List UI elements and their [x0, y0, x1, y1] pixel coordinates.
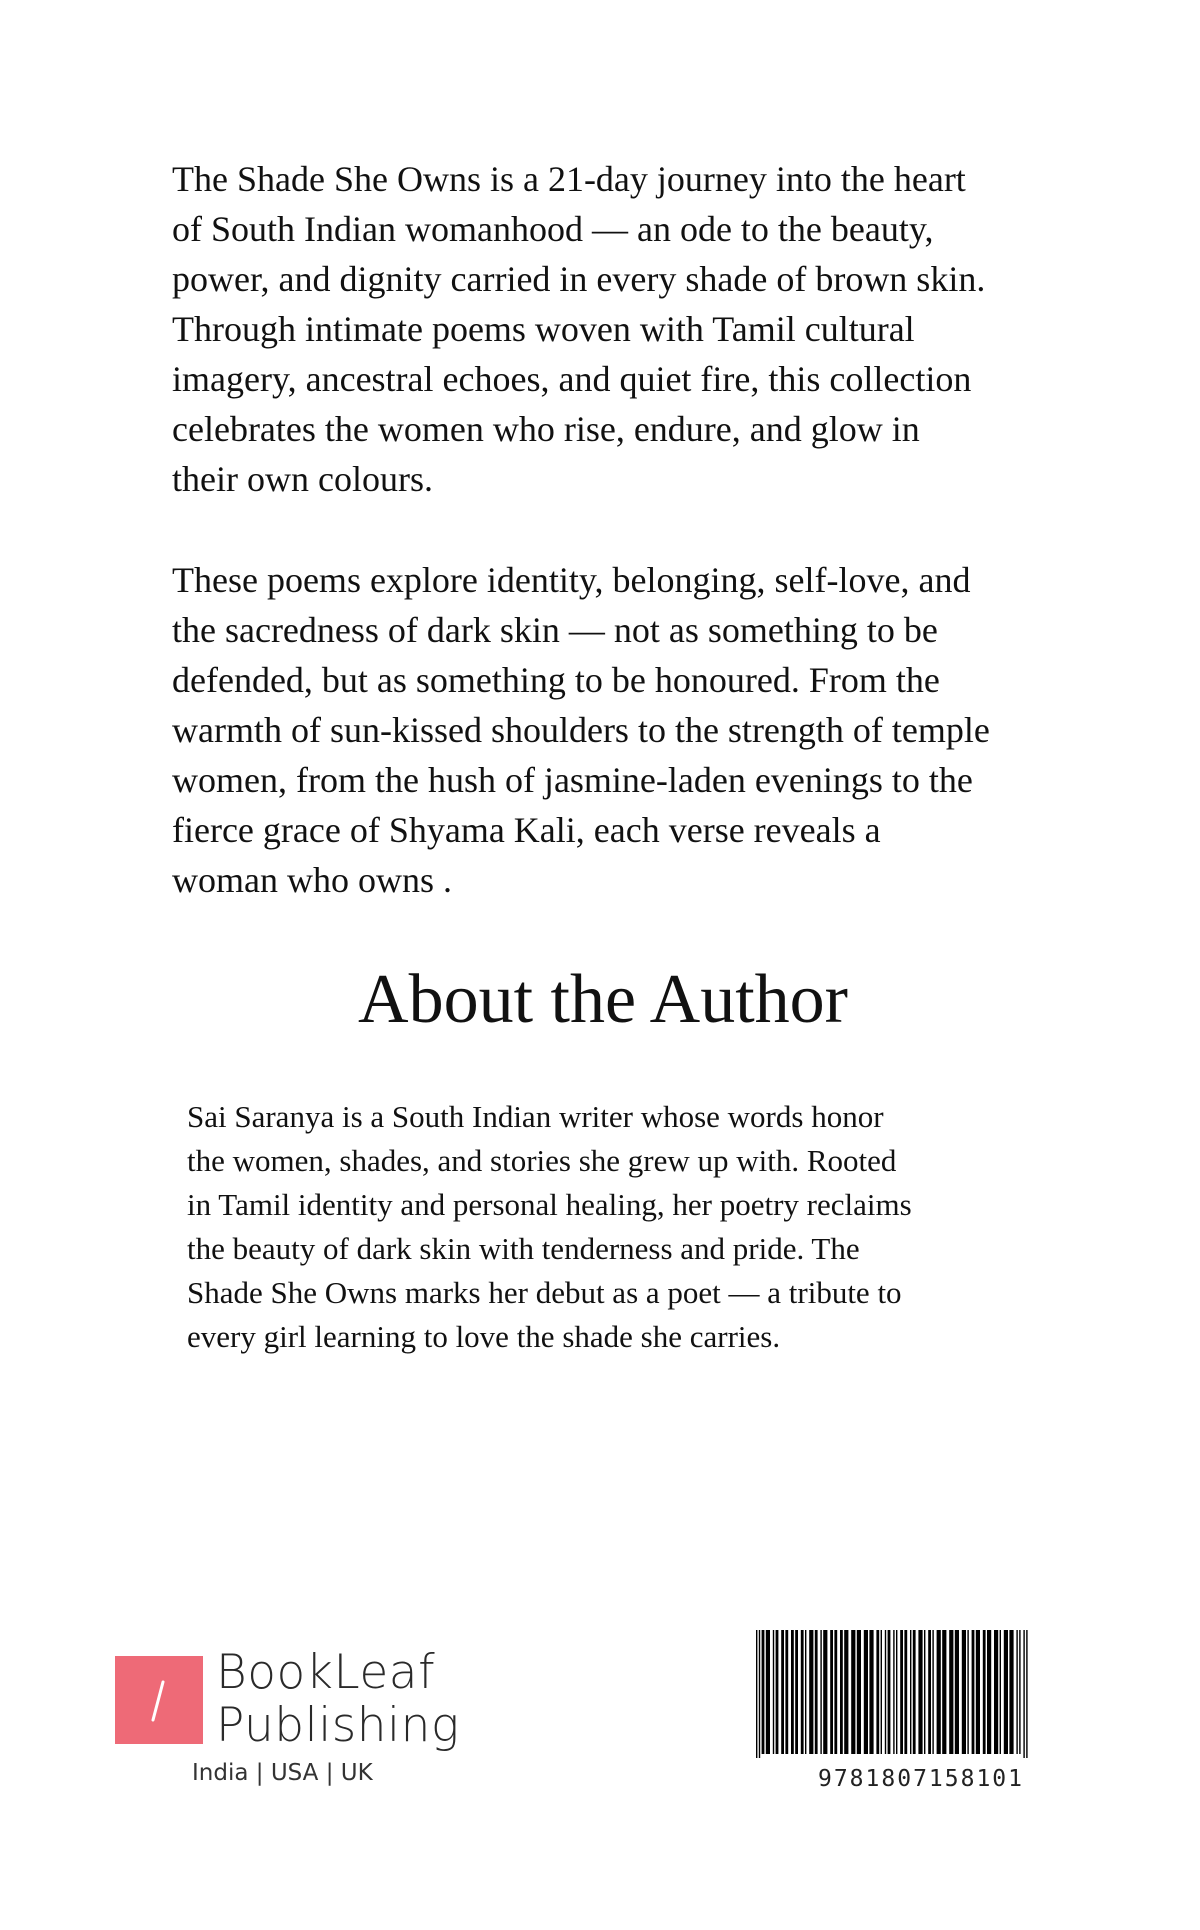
- barcode-bar: [1019, 1630, 1020, 1754]
- blurb-line: imagery, ancestral echoes, and quiet fire, this collection: [172, 359, 972, 399]
- barcode-bar: [805, 1630, 806, 1754]
- barcode-bar: [942, 1630, 946, 1754]
- barcode-bar: [1009, 1630, 1013, 1754]
- barcode-bar: [876, 1630, 879, 1754]
- barcode-bar: [976, 1630, 980, 1754]
- barcode-bar: [823, 1630, 827, 1754]
- barcode-bar: [857, 1630, 861, 1754]
- barcode-bar: [830, 1630, 833, 1754]
- blurb-paragraph-2: [172, 555, 1052, 905]
- barcode-bar: [759, 1630, 760, 1758]
- barcode-bar: [820, 1630, 821, 1754]
- bio-line: every girl learning to love the shade she carries.: [187, 1319, 781, 1354]
- barcode-bar: [983, 1630, 986, 1754]
- barcode-bar: [962, 1630, 966, 1754]
- barcode-bar: [937, 1630, 941, 1754]
- blurb-line: power, and dignity carried in every shade of brown skin.: [172, 259, 986, 299]
- barcode-bar: [844, 1630, 848, 1754]
- about-author-heading: About the Author: [358, 961, 848, 1038]
- barcode-bar: [972, 1630, 975, 1754]
- blurb-line: celebrates the women who rise, endure, and glow in: [172, 409, 920, 449]
- barcode-bar: [913, 1630, 916, 1754]
- barcode-bar: [904, 1630, 907, 1754]
- barcode-bar: [949, 1630, 953, 1754]
- barcode-bar: [893, 1630, 894, 1754]
- publisher-name-line-1: BookLeaf: [216, 1645, 436, 1700]
- barcode-bar: [762, 1630, 765, 1754]
- barcode-bar: [924, 1630, 925, 1754]
- barcode-bar: [932, 1630, 933, 1754]
- bio-line: the beauty of dark skin with tenderness and pride. The: [187, 1231, 860, 1266]
- publisher-logo: [115, 1645, 535, 1796]
- barcode-bar: [910, 1630, 911, 1754]
- barcode-bar: [785, 1630, 788, 1754]
- barcode-bar: [1023, 1630, 1024, 1758]
- bio-line: Shade She Owns marks her debut as a poet — a tribute to: [187, 1275, 902, 1310]
- barcode-bar: [801, 1630, 804, 1754]
- blurb-line: woman who owns .: [172, 860, 452, 900]
- blurb-line: defended, but as something to be honoured. From the: [172, 660, 940, 700]
- barcode: [756, 1630, 1078, 1792]
- barcode-bar: [1016, 1630, 1017, 1754]
- blurb-line: These poems explore identity, belonging, self-love, and: [172, 560, 971, 600]
- barcode-bar: [1004, 1630, 1008, 1754]
- blurb-line: their own colours.: [172, 459, 433, 499]
- barcode-bar: [994, 1630, 998, 1754]
- barcode-bar: [987, 1630, 991, 1754]
- author-bio: [187, 1095, 1007, 1359]
- barcode-bar: [918, 1630, 922, 1754]
- barcode-bar: [888, 1630, 891, 1754]
- barcode-bar: [795, 1630, 798, 1754]
- barcode-bar: [776, 1630, 779, 1754]
- bio-line: in Tamil identity and personal healing, her poetry reclaims: [187, 1187, 912, 1222]
- publisher-name: [216, 1646, 460, 1752]
- barcode-bar: [967, 1630, 968, 1754]
- slash-icon: [115, 1656, 203, 1744]
- barcode-bar: [955, 1630, 959, 1754]
- barcode-bar: [1000, 1630, 1001, 1754]
- blurb-line: fierce grace of Shyama Kali, each verse reveals a: [172, 810, 881, 850]
- publisher-regions: India | USA | UK: [192, 1760, 373, 1786]
- blurb-line: women, from the hush of jasmine-laden evenings to the: [172, 760, 973, 800]
- barcode-bar: [840, 1630, 843, 1754]
- bio-line: the women, shades, and stories she grew up with. Rooted: [187, 1143, 897, 1178]
- blurb-line: Through intimate poems woven with Tamil cultural: [172, 309, 915, 349]
- barcode-bar: [896, 1630, 897, 1754]
- blurb-line: the sacredness of dark skin — not as something to be: [172, 610, 938, 650]
- barcode-bars: [756, 1630, 1078, 1758]
- barcode-bar: [885, 1630, 886, 1754]
- barcode-bar: [773, 1630, 774, 1754]
- publisher-name-line-2: Publishing: [216, 1698, 460, 1753]
- barcode-bar: [756, 1630, 757, 1758]
- barcode-bar: [809, 1630, 813, 1754]
- barcode-bar: [791, 1630, 794, 1754]
- barcode-bar: [869, 1630, 873, 1754]
- barcode-bar: [781, 1630, 784, 1754]
- isbn-number: 9781807158101: [817, 1766, 1024, 1792]
- barcode-bar: [834, 1630, 837, 1754]
- barcode-bar: [881, 1630, 882, 1754]
- barcode-bar: [900, 1630, 903, 1754]
- barcode-bar: [766, 1630, 770, 1754]
- bio-line: Sai Saranya is a South Indian writer whose words honor: [187, 1099, 884, 1134]
- barcode-bar: [851, 1630, 855, 1754]
- blurb-line: The Shade She Owns is a 21-day journey into the heart: [172, 159, 966, 199]
- barcode-bar: [815, 1630, 818, 1754]
- blurb-line: of South Indian womanhood — an ode to the beauty,: [172, 209, 934, 249]
- blurb-line: warmth of sun-kissed shoulders to the strength of temple: [172, 710, 990, 750]
- blurb-paragraph-1: [172, 154, 1052, 504]
- barcode-bar: [928, 1630, 931, 1754]
- barcode-bar: [1026, 1630, 1027, 1758]
- barcode-bar: [864, 1630, 868, 1754]
